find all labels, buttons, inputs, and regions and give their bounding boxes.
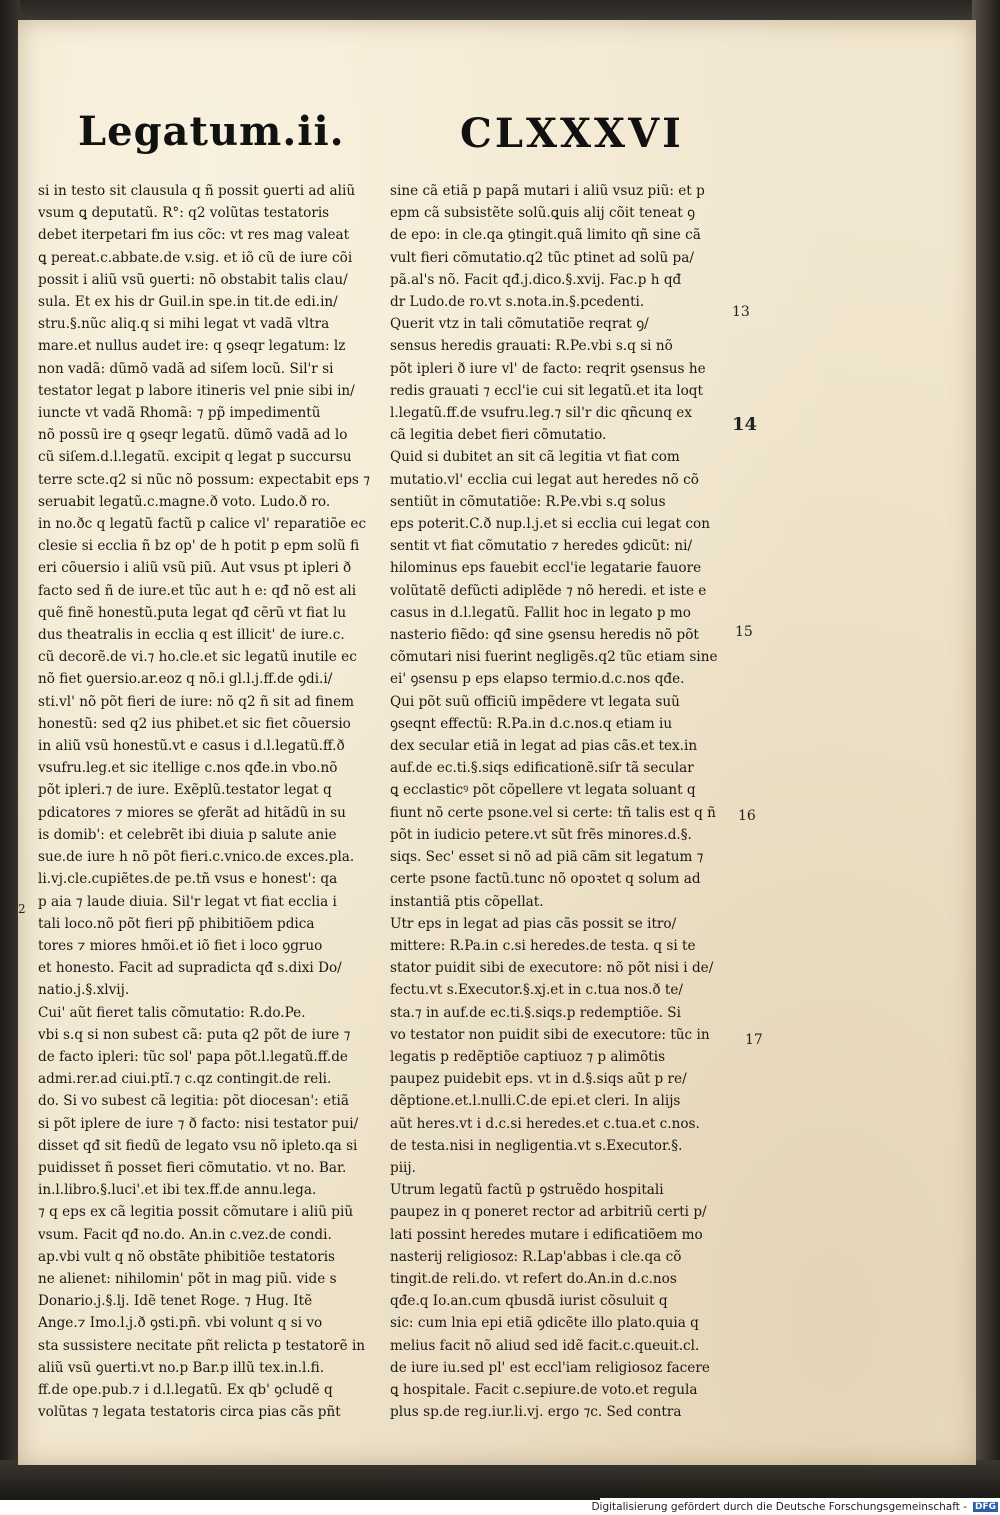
- text-line: ⁊ q eps ex cã legitia possit cõmutare i aliũ piũ: [38, 1204, 354, 1221]
- text-line: non vadã: dũmõ vadã ad siſem locũ. Sil'r si: [38, 360, 334, 377]
- text-line: tingit.de reli.do. vt refert do.An.in d.c.nos: [390, 1270, 677, 1287]
- text-line: nasterio fiẽdo: qđ sine ꝯsensu heredis nõ põt: [390, 627, 699, 644]
- text-line: põt ipleri ð iure vl' de facto: reqrit ꝯsensus he: [390, 360, 706, 377]
- text-line: aũt heres.vt i d.c.si heredes.et c.tua.et c.nos.: [390, 1115, 700, 1132]
- text-line: testator legat p labore itineris vel pnie sibi in/: [38, 382, 355, 399]
- text-line: facto sed ñ de iure.et tũc aut h e: qđ nõ est ali: [38, 582, 357, 599]
- text-line: põt in iudicio petere.vt sũt frẽs minores.d.§.: [390, 826, 692, 843]
- text-line: Cui' aũt fieret talis cõmutatio: R.do.Pe.: [38, 1004, 306, 1021]
- text-line: in.l.libro.§.luci'.et ibi tex.ff.de annu.lega.: [38, 1182, 317, 1199]
- text-line: hilominus eps fauebit eccl'ie legatarie fauore: [390, 560, 702, 577]
- text-line: et honesto. Facit ad supradicta qđ s.dixi Do/: [38, 960, 342, 977]
- text-line: dr Ludo.de ro.vt s.nota.in.§.pcedenti.: [390, 294, 645, 311]
- text-line: possit i aliũ vsũ ꝯuerti: nõ obstabit talis clau/: [38, 271, 348, 288]
- text-line: debet iterpetari fm ius cõc: vt res mag valeat: [38, 227, 350, 244]
- text-line: tali loco.nõ põt fieri pp̃ phibitiõem pdica: [38, 915, 315, 932]
- margin-number-13: 13: [732, 304, 750, 320]
- text-line: eps poterit.C.ð nup.l.j.et si ecclia cui legat con: [390, 516, 710, 533]
- margin-number-16: 16: [738, 808, 756, 824]
- text-line: Qui põt suũ officiũ impẽdere vt legata suũ: [390, 693, 680, 710]
- text-line: Utr eps in legat ad pias cãs possit se itro/: [390, 915, 677, 932]
- text-line: ꝯseqnt effectũ: R.Pa.in d.c.nos.q etiam iu: [390, 715, 673, 732]
- text-line: de iure iu.sed pl' est eccl'iam religiosoz facere: [390, 1359, 710, 1376]
- text-line: de testa.nisi in negligentia.vt s.Executor.§.: [390, 1137, 683, 1154]
- text-line: ap.vbi vult q nõ obstãte phibitiõe testatoris: [38, 1248, 336, 1265]
- text-line: ꝗ hospitale. Facit c.sepiure.de voto.et regula: [390, 1381, 698, 1398]
- text-line: puidisset ñ posset fieri cõmutatio. vt no. Bar.: [38, 1159, 347, 1176]
- text-line: auf.de ec.ti.§.siqs edificationẽ.siſr tã secular: [390, 760, 694, 777]
- text-line: cũ decorẽ.de vi.⁊ ho.cle.et sic legatũ inutile ec: [38, 649, 357, 666]
- text-line: li.vj.cle.cupiẽtes.de pe.tñ vsus e honest': qa: [38, 871, 338, 888]
- footer-text: Digitalisierung gefördert durch die Deutsche Forschungsgemeinschaft -: [591, 1500, 967, 1513]
- text-line: terre scte.q2 si nũc nõ possum: expectabit eps ⁊: [38, 471, 370, 488]
- text-line: certe psone factũ.tunc nõ opoꝛtet q solum ad: [390, 871, 701, 888]
- text-line: dẽptione.et.l.nulli.C.de epi.et cleri. In alijs: [390, 1093, 681, 1110]
- text-line: stru.§.nũc aliq.q si mihi legat vt vadã vltra: [38, 316, 330, 333]
- text-line: cõmutari nisi fuerint negligẽs.q2 tũc etiam sine: [390, 649, 718, 666]
- text-line: volũtas ⁊ legata testatoris circa pias cãs pñt: [38, 1404, 341, 1421]
- text-line: pã.al's nõ. Facit qđ.j.dico.§.xvij. Fac.p h qđ: [390, 271, 682, 288]
- text-line: siqs. Sec' esset si nõ ad piã cãm sit legatum ⁊: [390, 849, 704, 866]
- text-line: natio.j.§.xlvij.: [38, 982, 130, 999]
- text-line: sentiũt in cõmutatiõe: R.Pe.vbi s.q solus: [390, 493, 666, 510]
- running-title: Legatum.ii.: [78, 108, 345, 155]
- text-line: paupez in q poneret rector ad arbitriũ certi p/: [390, 1204, 707, 1221]
- text-line: sentit vt fiat cõmutatio ⁊ heredes ꝯdicũt: ni/: [390, 538, 693, 555]
- text-line: si põt iplere de iure ⁊ ð facto: nisi testator pui/: [38, 1115, 359, 1132]
- text-line: seruabit legatũ.c.magne.ð voto. Ludo.ð ro.: [38, 493, 331, 510]
- text-line: Utrum legatũ factũ p ꝯstruẽdo hospitali: [390, 1182, 664, 1199]
- text-line: clesie si ecclia ñ bz op' de h potit p epm solũ fi: [38, 538, 360, 555]
- text-line: tores ⁊ miores hmõi.et iõ fiet i loco ꝯgruo: [38, 937, 323, 954]
- text-line: plus sp.de reg.iur.li.vj. ergo ⁊c. Sed contra: [390, 1404, 682, 1421]
- text-line: sti.vl' nõ põt fieri de iure: nõ q2 ñ sit ad finem: [38, 693, 355, 710]
- scan-right-edge: [972, 0, 1000, 1500]
- digitization-footer: [591, 1498, 1000, 1515]
- text-line: de facto ipleri: tũc sol' papa põt.l.legatũ.ff.de: [38, 1048, 348, 1065]
- text-line: vsufru.leg.et sic itellige c.nos qđe.in vbo.nõ: [38, 760, 338, 777]
- left-text-column: [38, 180, 378, 1423]
- text-line: Quid si dubitet an sit cã legitia vt fiat com: [390, 449, 680, 466]
- scan-left-edge: [0, 0, 20, 1500]
- margin-number-15: 15: [735, 624, 753, 640]
- text-line: sta sussistere necitate pñt relicta p testatorẽ in: [38, 1337, 366, 1354]
- text-line: l.legatũ.ff.de vsufru.leg.⁊ sil'r dic qñcunq ex: [390, 405, 693, 422]
- text-line: redis grauati ⁊ eccl'ie cui sit legatũ.et ita loqt: [390, 382, 703, 399]
- text-line: vsum. Facit qđ no.do. An.in c.vez.de condi.: [38, 1226, 332, 1243]
- margin-mark-left: 2: [18, 902, 26, 916]
- text-line: cũ siſem.d.l.legatũ. excipit q legat p succursu: [38, 449, 352, 466]
- text-line: mare.et nullus audet ire: q ꝯseqr legatum: lz: [38, 338, 346, 355]
- text-line: sensus heredis grauati: R.Pe.vbi s.q si nõ: [390, 338, 673, 355]
- text-line: quẽ finẽ honestũ.puta legat qđ cẽrũ vt fiat lu: [38, 604, 347, 621]
- text-line: eri cõuersio i aliũ vsũ piũ. Aut vsus pt ipleri ð: [38, 560, 352, 577]
- text-line: epm cã subsistẽte solũ.ꝗuis alij cõit teneat ꝯ: [390, 205, 696, 222]
- text-line: fiunt nõ certe psone.vel si certe: tñ talis est q ñ: [390, 804, 716, 821]
- text-line: admi.rer.ad ciui.ptĩ.⁊ c.qz contingit.de reli.: [38, 1071, 332, 1088]
- text-line: disset qđ sit fiedũ de legato vsu nõ ipleto.qa si: [38, 1137, 358, 1154]
- text-line: vo testator non puidit sibi de executore: tũc in: [390, 1026, 710, 1043]
- text-line: volũtatẽ defũcti adiplẽde ⁊ nõ heredi. et iste e: [390, 582, 707, 599]
- text-line: nõ possũ ire q ꝯseqr legatũ. dũmõ vadã ad lo: [38, 427, 348, 444]
- scan-bottom-edge: [0, 1460, 1000, 1500]
- text-line: in aliũ vsũ honestũ.vt e casus i d.l.legatũ.ff.ð: [38, 738, 345, 755]
- text-line: p aia ⁊ laude diuia. Sil'r legat vt fiat ecclia i: [38, 893, 337, 910]
- text-line: sula. Et ex his dr Guil.in spe.in tit.de edi.in/: [38, 294, 338, 311]
- text-line: fectu.vt s.Executor.§.xj.et in c.tua nos.ð te/: [390, 982, 683, 999]
- text-line: de epo: in cle.qa ꝯtingit.quã limito qñ sine cã: [390, 227, 701, 244]
- text-line: melius facit nõ aliud sed idẽ facit.c.queuit.cl.: [390, 1337, 700, 1354]
- text-line: in no.ðc q legatũ factũ p calice vl' reparatiõe ec: [38, 516, 367, 533]
- text-line: põt ipleri.⁊ de iure. Exẽplũ.testator legat q: [38, 782, 332, 799]
- text-line: vsum ꝗ deputatũ. R°: q2 volũtas testatoris: [38, 205, 330, 222]
- text-line: pdicatores ⁊ miores se ꝯferãt ad hitãdũ in su: [38, 804, 346, 821]
- text-line: ei' ꝯsensu p eps elapso termio.d.c.nos qđe.: [390, 671, 685, 688]
- text-line: nõ fiet ꝯuersio.ar.eoz q nõ.i gl.l.j.ff.de ꝯdi.i/: [38, 671, 333, 688]
- text-line: sue.de iure h nõ põt fieri.c.vnico.de exces.pla.: [38, 849, 355, 866]
- text-line: instantiã ptis cõpellat.: [390, 893, 544, 910]
- text-line: iuncte vt vadã Rhomã: ⁊ pp̃ impedimentũ: [38, 405, 321, 422]
- text-line: sta.⁊ in auf.de ec.ti.§.siqs.p redemptiõe. Si: [390, 1004, 681, 1021]
- folio-number: CLXXXVI: [460, 110, 684, 157]
- text-line: Ange.⁊ Imo.l.j.ð ꝯsti.pñ. vbi volunt q si vo: [38, 1315, 323, 1332]
- text-line: stator puidit sibi de executore: nõ põt nisi i de/: [390, 960, 714, 977]
- text-line: is domib': et celebrẽt ibi diuia p salute anie: [38, 826, 337, 843]
- dfg-logo[interactable]: DFG: [974, 1501, 996, 1512]
- text-line: dex secular etiã in legat ad pias cãs.et tex.in: [390, 738, 698, 755]
- text-line: honestũ: sed q2 ius phibet.et sic fiet cõuersio: [38, 715, 351, 732]
- text-line: Querit vtz in tali cõmutatiõe reqrat ꝯ/: [390, 316, 649, 333]
- text-line: lati possint heredes mutare i edificatiõem mo: [390, 1226, 703, 1243]
- margin-number-17: 17: [745, 1032, 763, 1048]
- text-line: dus theatralis in ecclia q est illicit' de iure.c.: [38, 627, 345, 644]
- text-line: qđe.q Io.an.cum qbusdã iurist cõsuluit q: [390, 1293, 668, 1310]
- text-line: si in testo sit clausula q ñ possit ꝯuerti ad aliũ: [38, 183, 356, 199]
- text-line: vbi s.q si non subest cã: puta q2 põt de iure ⁊: [38, 1026, 351, 1043]
- right-text-column: [390, 180, 730, 1423]
- text-line: ꝗ ecclasticꝰ põt cõpellere vt legata soluant q: [390, 782, 696, 799]
- text-line: ff.de ope.pub.⁊ i d.l.legatũ. Ex qb' ꝯcludẽ q: [38, 1381, 333, 1398]
- text-line: do. Si vo subest cã legitia: põt diocesan': etiã: [38, 1093, 349, 1110]
- text-line: casus in d.l.legatũ. Fallit hoc in legato p mo: [390, 604, 691, 621]
- text-line: mutatio.vl' ecclia cui legat aut heredes nõ cõ: [390, 471, 699, 488]
- text-line: legatis p redẽptiõe captiuoz ⁊ p alimõtis: [390, 1048, 666, 1065]
- text-line: paupez puidebit eps. vt in d.§.siqs aũt p re/: [390, 1071, 687, 1088]
- text-line: Donario.j.§.lj. Idẽ tenet Roge. ⁊ Hug. Itẽ: [38, 1293, 313, 1310]
- text-line: piij.: [390, 1159, 416, 1176]
- text-line: mittere: R.Pa.in c.si heredes.de testa. q si te: [390, 937, 696, 954]
- margin-number-14: 14: [732, 414, 758, 435]
- text-line: aliũ vsũ ꝯuerti.vt no.p Bar.p illũ tex.in.l.fi.: [38, 1359, 325, 1376]
- text-line: cã legitia debet fieri cõmutatio.: [390, 427, 607, 444]
- text-line: vult fieri cõmutatio.q2 tũc ptinet ad solũ pa/: [390, 249, 694, 266]
- text-line: ne alienet: nihilomin' põt in mag piũ. vide s: [38, 1270, 337, 1287]
- text-line: nasterij religiosoz: R.Lap'abbas i cle.qa cõ: [390, 1248, 682, 1265]
- text-line: sine cã etiã p papã mutari i aliũ vsuz piũ: et p: [390, 183, 705, 199]
- text-line: sic: cum lnia epi etiã ꝯdicẽte illo plato.quia q: [390, 1315, 699, 1332]
- text-line: ꝗ pereat.c.abbate.de v.sig. et iõ cũ de iure cõi: [38, 249, 353, 266]
